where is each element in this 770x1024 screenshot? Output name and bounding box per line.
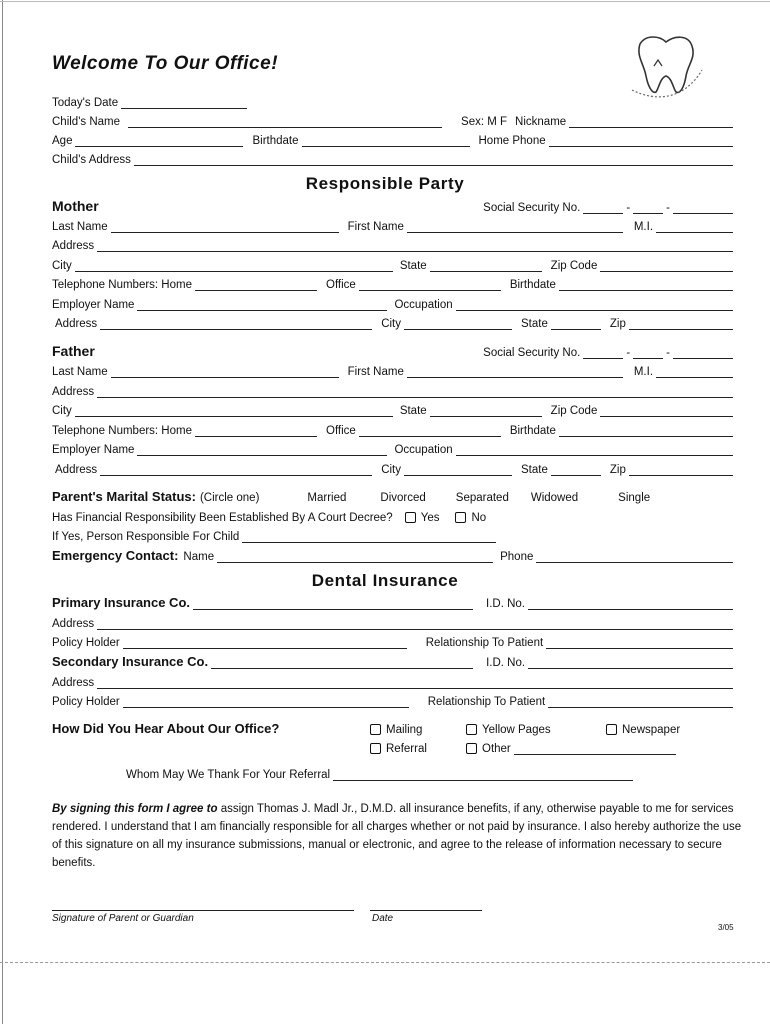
primary-relationship-label: Relationship To Patient: [425, 637, 544, 649]
secondary-policy-holder-label: Policy Holder: [52, 696, 120, 708]
marital-option-divorced[interactable]: Divorced: [380, 492, 426, 504]
mother-work-address-field[interactable]: [100, 319, 372, 330]
mother-zip-code-field[interactable]: [600, 261, 733, 272]
father-state-field[interactable]: [430, 406, 542, 417]
referral-label: Referral: [386, 743, 427, 755]
mother-occupation-label: Occupation: [394, 299, 453, 311]
father-work-zip-field[interactable]: [629, 465, 733, 476]
home-phone-label: Home Phone: [478, 135, 546, 147]
father-work-address-field[interactable]: [100, 465, 372, 476]
marital-option-married[interactable]: Married: [307, 492, 347, 504]
secondary-id-label: I.D. No.: [486, 657, 526, 669]
father-ssn-field-1[interactable]: [583, 348, 623, 359]
secondary-policy-holder-field[interactable]: [123, 697, 409, 708]
other-checkbox[interactable]: [466, 743, 477, 754]
thank-label: Whom May We Thank For Your Referral: [126, 769, 331, 781]
primary-address-label: Address: [52, 618, 95, 630]
mailing-label: Mailing: [386, 724, 423, 736]
father-mi-field[interactable]: [656, 367, 733, 378]
responsible-party-heading: Responsible Party: [305, 174, 465, 193]
father-work-city-label: City: [381, 464, 401, 476]
father-heading-row: Father Social Security No. - -: [52, 343, 736, 359]
birthdate-label: Birthdate: [252, 135, 299, 147]
responsible-person-field[interactable]: [242, 532, 496, 543]
father-name-row: [52, 362, 736, 378]
mailing-checkbox[interactable]: [370, 724, 381, 735]
mother-work-state-label: State: [521, 318, 548, 330]
secondary-insurance-label: Secondary Insurance Co.: [52, 654, 209, 669]
primary-insurance-label: Primary Insurance Co.: [52, 595, 190, 610]
mother-work-zip-field[interactable]: [629, 319, 733, 330]
father-work-city-field[interactable]: [404, 465, 512, 476]
father-first-name-label: First Name: [347, 366, 404, 378]
mother-work-city-label: City: [381, 318, 401, 330]
primary-address-field[interactable]: [97, 619, 733, 630]
father-last-name-label: Last Name: [52, 366, 108, 378]
primary-id-label: I.D. No.: [486, 598, 525, 610]
mother-birthdate-field[interactable]: [559, 280, 733, 291]
mother-work-state-field[interactable]: [551, 319, 601, 330]
father-heading: Father: [52, 343, 95, 359]
mother-name-row: [52, 217, 736, 233]
sex-label[interactable]: Sex: M F: [461, 116, 508, 128]
mother-last-name-field[interactable]: [111, 222, 339, 233]
father-work-address-row: [52, 460, 736, 476]
marital-option-widowed[interactable]: Widowed: [530, 492, 579, 504]
age-label: Age: [52, 135, 73, 147]
mother-address-row: [52, 236, 736, 252]
marital-option-separated[interactable]: Separated: [455, 492, 509, 504]
primary-policy-row: [52, 633, 736, 649]
yellow-pages-checkbox[interactable]: [466, 724, 477, 735]
thank-field[interactable]: [333, 770, 633, 781]
father-office-label: Office: [326, 425, 356, 437]
marital-status-row: [52, 488, 736, 504]
primary-insurance-field[interactable]: [193, 599, 473, 610]
father-birthdate-field[interactable]: [559, 426, 733, 437]
mother-employer-label: Employer Name: [52, 299, 135, 311]
father-phone-row: [52, 421, 736, 437]
primary-address-row: [52, 614, 736, 630]
court-decree-row: [52, 508, 736, 524]
emergency-phone-label: Phone: [500, 551, 534, 563]
emergency-phone-field[interactable]: [536, 552, 733, 563]
primary-insurance-row: [52, 594, 736, 610]
secondary-relationship-label: Relationship To Patient: [427, 696, 546, 708]
other-field[interactable]: [514, 744, 676, 755]
age-field[interactable]: [75, 136, 243, 147]
court-decree-question: Has Financial Responsibility Been Established By A Court Decree?: [52, 512, 393, 524]
father-city-row: [52, 401, 736, 417]
mother-mi-field[interactable]: [656, 222, 733, 233]
emergency-contact-row: [52, 547, 736, 563]
marital-option-single[interactable]: Single: [618, 492, 651, 504]
mother-work-zip-label: Zip: [609, 318, 626, 330]
father-city-field[interactable]: [75, 406, 393, 417]
court-yes-checkbox[interactable]: [405, 512, 416, 523]
mother-ssn-label: Social Security No.: [483, 202, 581, 214]
responsible-person-label: If Yes, Person Responsible For Child: [52, 531, 240, 543]
father-occupation-field[interactable]: [456, 445, 733, 456]
father-home-phone-field[interactable]: [195, 426, 317, 437]
primary-policy-holder-label: Policy Holder: [52, 637, 120, 649]
mother-ssn-field-3[interactable]: [673, 203, 733, 214]
secondary-relationship-field[interactable]: [548, 697, 733, 708]
father-employer-label: Employer Name: [52, 444, 135, 456]
todays-date-label: Today's Date: [52, 97, 119, 109]
father-zip-code-label: Zip Code: [550, 405, 598, 417]
childs-address-label: Child's Address: [52, 154, 131, 166]
page-edge-top: [0, 1, 770, 2]
yellow-pages-label: Yellow Pages: [482, 724, 551, 736]
agreement-paragraph: [52, 800, 742, 872]
signature-line[interactable]: [52, 910, 354, 911]
tooth-logo-icon: [626, 30, 706, 102]
father-ssn-field-2[interactable]: [633, 348, 663, 359]
childs-address-field[interactable]: [134, 155, 733, 166]
referral-checkbox[interactable]: [370, 743, 381, 754]
mother-home-phone-field[interactable]: [195, 280, 317, 291]
mother-work-city-field[interactable]: [404, 319, 512, 330]
mother-ssn-field-2[interactable]: [633, 203, 663, 214]
emergency-name-field[interactable]: [217, 552, 493, 563]
father-state-label: State: [399, 405, 427, 417]
father-city-label: City: [52, 405, 72, 417]
newspaper-label: Newspaper: [622, 724, 681, 736]
mother-first-name-field[interactable]: [407, 222, 623, 233]
mother-heading-row: Mother Social Security No. - -: [52, 198, 736, 214]
todays-date-row: [52, 93, 736, 109]
mother-employer-field[interactable]: [137, 300, 387, 311]
nickname-label: Nickname: [515, 116, 567, 128]
childs-address-row: [52, 150, 736, 166]
dental-insurance-heading: Dental Insurance: [311, 571, 459, 590]
agreement-text: assign Thomas J. Madl Jr., D.M.D. all insurance benefits, if any, otherwise payable to me for services rendered. I understand that I am financially responsible for all charges whether or not paid by insurance. I also hereby authorize the use of this signature on all my insurance submissions, manual or electronic, and agree to the release of information necessary to secure benefits.: [52, 803, 742, 869]
mother-occupation-field[interactable]: [456, 300, 733, 311]
emergency-contact-label: Emergency Contact:: [52, 548, 179, 563]
father-employer-row: [52, 440, 736, 456]
secondary-insurance-row: [52, 653, 736, 669]
mother-address-label: Address: [52, 240, 95, 252]
emergency-name-label: Name: [183, 551, 215, 563]
referral-question: How Did You Hear About Our Office?: [52, 721, 280, 736]
father-first-name-field[interactable]: [407, 367, 623, 378]
secondary-address-label: Address: [52, 677, 95, 689]
court-no-checkbox[interactable]: [455, 512, 466, 523]
referral-row-1: [52, 720, 736, 736]
birthdate-field[interactable]: [302, 136, 470, 147]
father-address-field[interactable]: [97, 387, 733, 398]
mother-first-name-label: First Name: [347, 221, 404, 233]
mother-work-address-row: [52, 314, 736, 330]
mother-home-phone-label: Telephone Numbers: Home: [52, 279, 192, 291]
secondary-policy-row: [52, 692, 736, 708]
nickname-field[interactable]: [569, 117, 733, 128]
thank-row: [52, 765, 736, 781]
newspaper-checkbox[interactable]: [606, 724, 617, 735]
father-zip-code-field[interactable]: [600, 406, 733, 417]
mother-zip-code-label: Zip Code: [550, 260, 598, 272]
agreement-lead: By signing this form I agree to: [52, 803, 218, 815]
revision-code: 3/05: [718, 923, 734, 932]
mother-office-field[interactable]: [359, 280, 501, 291]
father-ssn-field-3[interactable]: [673, 348, 733, 359]
father-work-address-label: Address: [55, 464, 98, 476]
father-work-state-field[interactable]: [551, 465, 601, 476]
father-address-row: [52, 382, 736, 398]
father-occupation-label: Occupation: [394, 444, 453, 456]
mother-birthdate-label: Birthdate: [509, 279, 556, 291]
mother-city-field[interactable]: [75, 261, 393, 272]
mother-office-label: Office: [326, 279, 356, 291]
marital-circle-one: (Circle one): [199, 492, 260, 504]
responsible-person-row: [52, 527, 736, 543]
primary-id-field[interactable]: [528, 599, 733, 610]
scan-border: [0, 962, 770, 963]
court-yes-label: Yes: [420, 512, 440, 524]
father-work-zip-label: Zip: [609, 464, 626, 476]
childs-name-field[interactable]: [128, 117, 442, 128]
date-line[interactable]: [370, 910, 482, 911]
secondary-insurance-field[interactable]: [211, 658, 473, 669]
mother-ssn-field-1[interactable]: [583, 203, 623, 214]
father-last-name-field[interactable]: [111, 367, 339, 378]
marital-status-label: Parent's Marital Status:: [52, 489, 196, 504]
mother-state-label: State: [399, 260, 427, 272]
date-label: Date: [372, 913, 394, 924]
secondary-address-row: [52, 673, 736, 689]
father-mi-label: M.I.: [633, 366, 654, 378]
primary-policy-holder-field[interactable]: [123, 638, 407, 649]
mother-phone-row: [52, 275, 736, 291]
other-label: Other: [482, 743, 511, 755]
referral-row-2: [52, 739, 736, 755]
age-row: [52, 131, 736, 147]
mother-heading: Mother: [52, 198, 99, 214]
mother-city-label: City: [52, 260, 72, 272]
father-address-label: Address: [52, 386, 95, 398]
father-ssn-label: Social Security No.: [483, 347, 581, 359]
childs-name-row: [52, 112, 736, 128]
secondary-address-field[interactable]: [97, 678, 733, 689]
father-work-state-label: State: [521, 464, 548, 476]
mother-address-field[interactable]: [97, 241, 733, 252]
signature-label: Signature of Parent or Guardian: [52, 913, 194, 924]
mother-state-field[interactable]: [430, 261, 542, 272]
mother-work-address-label: Address: [55, 318, 98, 330]
childs-name-label: Child's Name: [52, 116, 121, 128]
page-edge: [2, 0, 3, 1024]
home-phone-field[interactable]: [549, 136, 733, 147]
todays-date-field[interactable]: [121, 98, 247, 109]
mother-city-row: [52, 256, 736, 272]
father-office-field[interactable]: [359, 426, 501, 437]
father-home-phone-label: Telephone Numbers: Home: [52, 425, 192, 437]
father-employer-field[interactable]: [137, 445, 387, 456]
mother-employer-row: [52, 295, 736, 311]
mother-last-name-label: Last Name: [52, 221, 108, 233]
court-no-label: No: [471, 512, 487, 524]
primary-relationship-field[interactable]: [546, 638, 733, 649]
secondary-id-field[interactable]: [528, 658, 733, 669]
form-title: Welcome To Our Office!: [52, 53, 279, 74]
father-birthdate-label: Birthdate: [509, 425, 556, 437]
mother-mi-label: M.I.: [633, 221, 654, 233]
